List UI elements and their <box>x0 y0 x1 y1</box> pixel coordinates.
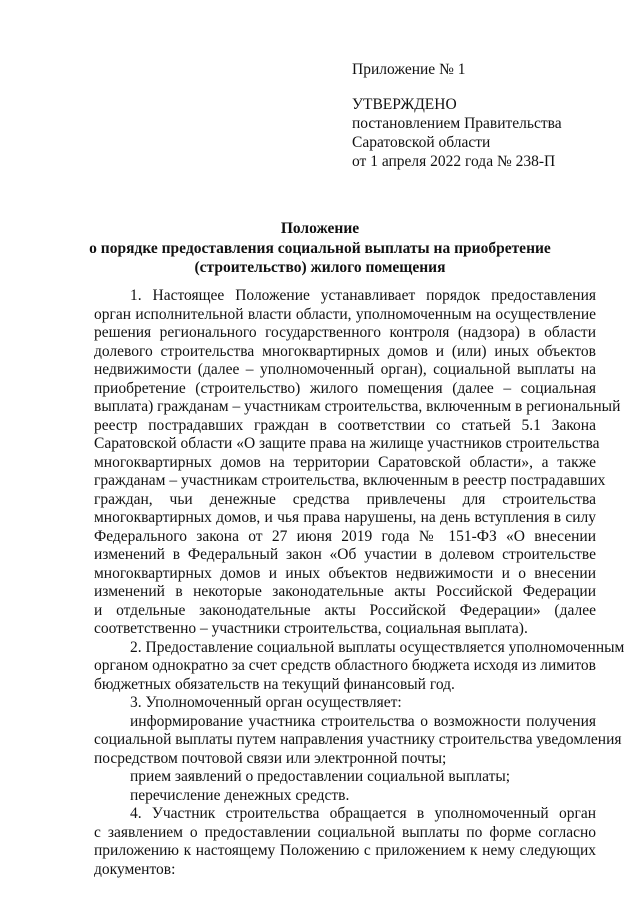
text-line: соответственно – участники строительства, социальная выплата). <box>94 620 528 637</box>
text-line: многоквартирных домов, и чья права нарушены, на день вступления в силу <box>94 509 596 526</box>
text-line: многоквартирных домов на территории Саратовской области», а также <box>94 453 596 471</box>
title-line-3: (строительство) жилого помещения <box>194 259 446 276</box>
text-line: с заявлением о предоставлении социальной выплаты по форме согласно <box>94 823 596 841</box>
paragraph-3 <box>94 694 596 713</box>
text-line: реестр пострадавших граждан в соответствии со статьей 5.1 Закона <box>94 416 596 434</box>
text-line: выплата) гражданам – участникам строительства, включенным в региональный <box>94 398 621 415</box>
text-line: решения регионального государственного контроля (надзора) в области <box>94 324 596 341</box>
text-line: 4. Участник строительства обращается в уполномоченный орган <box>130 805 596 822</box>
approval-line-1: постановлением Правительства <box>352 115 562 132</box>
paragraph-4 <box>94 805 596 879</box>
document-title <box>60 219 580 278</box>
text-line: приобретение (строительство) жилого помещения (далее – социальная <box>94 379 596 397</box>
text-line: 1. Настоящее Положение устанавливает порядок предоставления <box>130 287 596 304</box>
text-line: граждан, чьи денежные средства привлечены для строительства <box>94 490 596 508</box>
text-line: 2. Предоставление социальной выплаты осуществляется уполномоченным <box>130 638 625 656</box>
paragraph-2 <box>94 638 625 695</box>
text-line: перечисление денежных средств. <box>130 786 350 804</box>
paragraph-1 <box>94 287 621 639</box>
text-line: Федерального закона от 27 июня 2019 года № 151-ФЗ «О внесении <box>94 527 596 545</box>
approval-line-2: Саратовской области <box>352 134 491 151</box>
title-line-2: о порядке предоставления социальной выплаты на приобретение <box>89 239 551 257</box>
approval-line-3: от 1 апреля 2022 года № 238-П <box>352 153 556 170</box>
paragraph-3-item-a <box>94 712 622 769</box>
text-line: посредством почтовой связи или электронной почты; <box>94 749 447 767</box>
title-line-1: Положение <box>280 220 360 237</box>
approval-stamp <box>352 60 562 171</box>
text-line: и отдельные законодательные акты Российской Федерации» (далее <box>94 601 596 619</box>
document-body <box>94 287 625 879</box>
text-line: прием заявлений о предоставлении социальной выплаты; <box>130 768 511 785</box>
text-line: гражданам – участникам строительства, включенным в реестр пострадавших <box>94 472 606 489</box>
text-line: изменений в некоторые законодательные акты Российской Федерации <box>94 583 596 600</box>
text-line: изменений в Федеральный закон «Об участии в долевом строительстве <box>94 546 596 563</box>
text-line: документов: <box>94 860 176 878</box>
text-line: многоквартирных домов и иных объектов недвижимости и о внесении <box>94 564 596 582</box>
text-line: 3. Уполномоченный орган осуществляет: <box>130 694 402 711</box>
appendix-number: Приложение № 1 <box>352 61 466 78</box>
paragraph-3-item-b <box>94 768 596 787</box>
text-line: Саратовской области «О защите права на жилище участников строительства <box>94 435 600 452</box>
text-line: приложению к настоящему Положению с приложением к нему следующих <box>94 842 596 859</box>
text-line: недвижимости (далее – уполномоченный орган), социальной выплаты на <box>94 361 596 378</box>
text-line: орган исполнительной власти области, уполномоченным на осуществление <box>94 305 596 323</box>
text-line: органом однократно за счет средств областного бюджета исходя из лимитов <box>94 657 596 674</box>
paragraph-3-item-c <box>94 787 596 806</box>
text-line: социальной выплаты путем направления участнику строительства уведомления <box>94 731 622 748</box>
text-line: бюджетных обязательств на текущий финансовый год. <box>94 675 455 693</box>
text-line: долевого строительства многоквартирных домов и (или) иных объектов <box>94 342 596 360</box>
approved-label: УТВЕРЖДЕНО <box>352 96 457 113</box>
text-line: информирование участника строительства о возможности получения <box>130 712 596 730</box>
